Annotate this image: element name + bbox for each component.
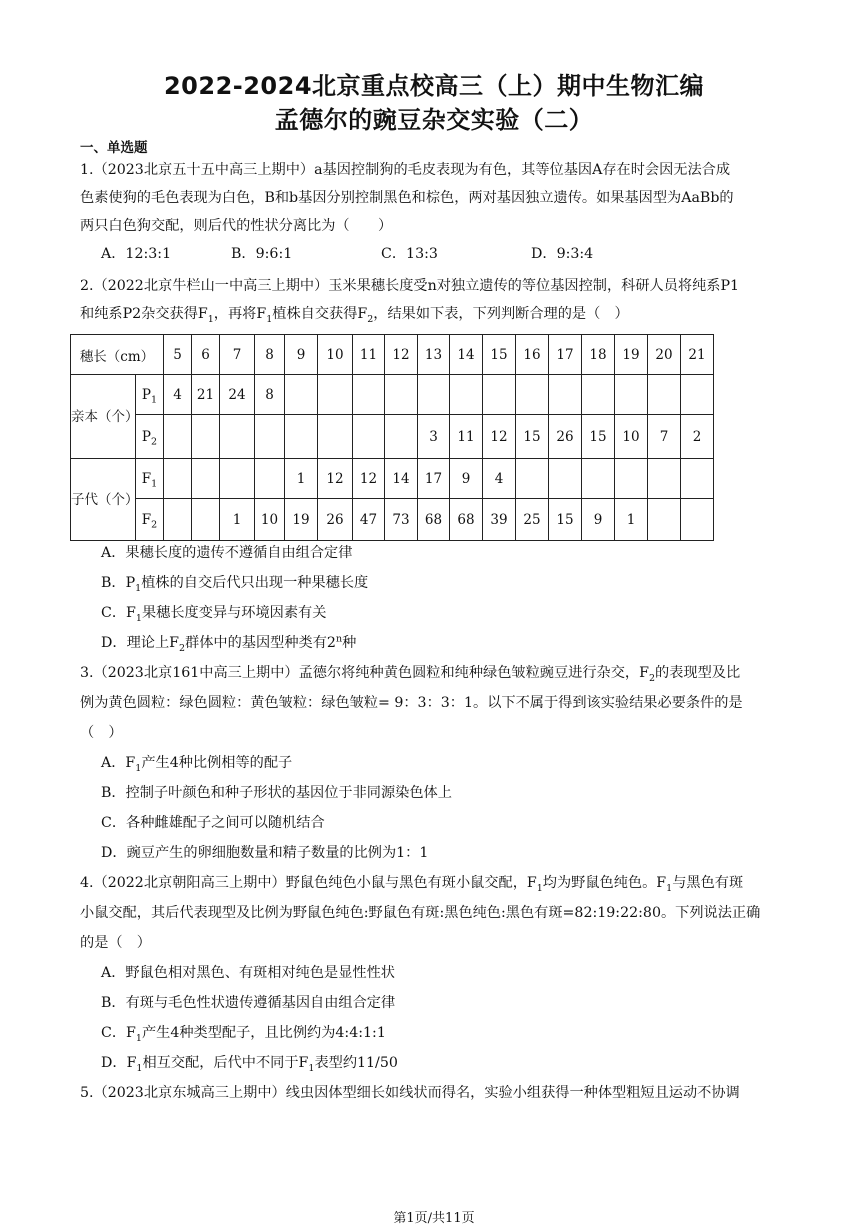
table-cell bbox=[681, 375, 714, 415]
table-cell: 11 bbox=[450, 415, 483, 459]
group-label-parents: 亲本（个） bbox=[71, 375, 136, 459]
table-cell: 25 bbox=[516, 499, 549, 541]
table-cell: 3 bbox=[418, 415, 450, 459]
length-cell: 11 bbox=[353, 335, 385, 375]
row-label: $P_2$ bbox=[136, 415, 164, 459]
table-cell: 21 bbox=[192, 375, 220, 415]
table-cell bbox=[615, 459, 648, 499]
table-cell bbox=[615, 375, 648, 415]
table-cell: 2 bbox=[681, 415, 714, 459]
header-label: 穗长（cm） bbox=[71, 335, 164, 375]
table-cell: 1 bbox=[285, 459, 318, 499]
row-label: $F_2$ bbox=[136, 499, 164, 541]
length-cell: 5 bbox=[164, 335, 192, 375]
table-cell: 10 bbox=[615, 415, 648, 459]
table-cell: 8 bbox=[255, 375, 285, 415]
table-cell bbox=[192, 499, 220, 541]
table-cell bbox=[681, 499, 714, 541]
length-cell: 16 bbox=[516, 335, 549, 375]
row-label: $P_1$ bbox=[136, 375, 164, 415]
length-cell: 7 bbox=[220, 335, 255, 375]
q1-option-b: B．9:6:1 bbox=[231, 246, 293, 262]
table-cell bbox=[516, 459, 549, 499]
table-cell bbox=[582, 459, 615, 499]
table-cell bbox=[192, 415, 220, 459]
q2-option-d: D．理论上$F_2$群体中的基因型种类有2$^n$种 bbox=[101, 633, 357, 654]
q1-option-d: D．9:3:4 bbox=[531, 246, 594, 262]
q3-option-c: C．各种雌雄配子之间可以随机结合 bbox=[101, 815, 325, 831]
page-subtitle: 孟德尔的豌豆杂交实验（二） bbox=[274, 106, 594, 134]
row-label: $F_1$ bbox=[136, 459, 164, 499]
table-cell: 15 bbox=[582, 415, 615, 459]
table-cell bbox=[450, 375, 483, 415]
length-cell: 20 bbox=[648, 335, 681, 375]
table-cell bbox=[385, 375, 418, 415]
table-cell bbox=[318, 375, 353, 415]
table-cell bbox=[385, 415, 418, 459]
q3-option-b: B．控制子叶颜色和种子形状的基因位于非同源染色体上 bbox=[101, 785, 452, 801]
table-cell: 1 bbox=[615, 499, 648, 541]
table-cell bbox=[220, 459, 255, 499]
table-cell: 39 bbox=[483, 499, 516, 541]
table-cell: 24 bbox=[220, 375, 255, 415]
table-cell: 68 bbox=[450, 499, 483, 541]
table-cell: 9 bbox=[582, 499, 615, 541]
q4-option-b: B．有斑与毛色性状遗传遵循基因自由组合定律 bbox=[101, 995, 396, 1011]
q3-option-d: D．豌豆产生的卵细胞数量和精子数量的比例为1：1 bbox=[101, 845, 429, 861]
page-title: 2022-2024北京重点校高三（上）期中生物汇编 bbox=[163, 72, 705, 100]
table-cell bbox=[164, 415, 192, 459]
q2-line-1: 2.（2022北京牛栏山一中高三上期中）玉米果穗长度受n对独立遗传的等位基因控制，科研人员将纯系P1 bbox=[80, 278, 740, 294]
table-cell bbox=[549, 375, 582, 415]
q2-option-a: A．果穗长度的遗传不遵循自由组合定律 bbox=[101, 545, 353, 561]
q4-line-3: 的是（ ） bbox=[80, 935, 151, 951]
table-cell bbox=[255, 415, 285, 459]
results-table bbox=[70, 334, 714, 541]
length-cell: 12 bbox=[385, 335, 418, 375]
table-cell: 19 bbox=[285, 499, 318, 541]
table-cell: 68 bbox=[418, 499, 450, 541]
table-cell: 17 bbox=[418, 459, 450, 499]
table-cell: 9 bbox=[450, 459, 483, 499]
table-row-p2 bbox=[71, 415, 714, 459]
table-cell bbox=[255, 459, 285, 499]
q1-line-3: 两只白色狗交配，则后代的性状分离比为（ ） bbox=[80, 218, 393, 234]
length-cell: 19 bbox=[615, 335, 648, 375]
q3-line-3: （ ） bbox=[80, 725, 123, 741]
length-cell: 6 bbox=[192, 335, 220, 375]
table-cell: 1 bbox=[220, 499, 255, 541]
table-cell bbox=[353, 375, 385, 415]
section-heading: 一、单选题 bbox=[80, 140, 148, 156]
page-footer: 第1页/共11页 bbox=[393, 1211, 475, 1226]
table-cell: 4 bbox=[164, 375, 192, 415]
length-cell: 13 bbox=[418, 335, 450, 375]
length-cell: 21 bbox=[681, 335, 714, 375]
group-label-offspring: 子代（个） bbox=[71, 459, 136, 541]
length-cell: 15 bbox=[483, 335, 516, 375]
table-cell bbox=[516, 375, 549, 415]
table-cell: 14 bbox=[385, 459, 418, 499]
table-cell bbox=[549, 459, 582, 499]
length-cell: 18 bbox=[582, 335, 615, 375]
table-cell bbox=[353, 415, 385, 459]
table-cell bbox=[164, 459, 192, 499]
q1-line-1: 1.（2023北京五十五中高三上期中）a基因控制狗的毛皮表现为有色，其等位基因A存在时会因无法合成 bbox=[80, 162, 731, 178]
table-cell: 73 bbox=[385, 499, 418, 541]
length-cell: 8 bbox=[255, 335, 285, 375]
q5-line-1: 5.（2023北京东城高三上期中）线虫因体型细长如线状而得名，实验小组获得一种体型粗短且运动不协调 bbox=[80, 1085, 740, 1101]
table-row-f1 bbox=[71, 459, 714, 499]
table-cell bbox=[648, 499, 681, 541]
table-cell bbox=[220, 415, 255, 459]
table-cell bbox=[648, 375, 681, 415]
q3-option-a: A．$F_1$产生4种比例相等的配子 bbox=[101, 755, 293, 774]
q4-option-d: D．$F_1$相互交配，后代中不同于$F_1$表型约11/50 bbox=[101, 1055, 398, 1074]
q4-option-a: A．野鼠色相对黑色、有斑相对纯色是显性性状 bbox=[101, 965, 395, 981]
table-row-p1 bbox=[71, 375, 714, 415]
table-cell bbox=[285, 375, 318, 415]
table-cell: 47 bbox=[353, 499, 385, 541]
table-cell bbox=[483, 375, 516, 415]
table-cell bbox=[318, 415, 353, 459]
table-cell: 12 bbox=[353, 459, 385, 499]
table-cell: 26 bbox=[549, 415, 582, 459]
table-cell bbox=[582, 375, 615, 415]
table-cell: 10 bbox=[255, 499, 285, 541]
q2-option-c: C．$F_1$果穗长度变异与环境因素有关 bbox=[101, 605, 327, 624]
table-cell: 12 bbox=[483, 415, 516, 459]
table-cell bbox=[192, 459, 220, 499]
q4-line-1: 4.（2022北京朝阳高三上期中）野鼠色纯色小鼠与黑色有斑小鼠交配，$F_1$均为野鼠色纯色。$F_1$与黑色有斑 bbox=[80, 875, 744, 894]
table-cell: 7 bbox=[648, 415, 681, 459]
length-cell: 17 bbox=[549, 335, 582, 375]
q3-line-2: 例为黄色圆粒：绿色圆粒：黄色皱粒：绿色皱粒= 9：3：3：1。以下不属于得到该实验结果必要条件的是 bbox=[80, 695, 743, 711]
q4-line-2: 小鼠交配，其后代表现型及比例为野鼠色纯色:野鼠色有斑:黑色纯色:黑色有斑=82:19:22:80。下列说法正确 bbox=[80, 905, 761, 921]
q1-line-2: 色素使狗的毛色表现为白色，B和b基因分别控制黑色和棕色，两对基因独立遗传。如果基因型为AaBb的 bbox=[80, 190, 734, 206]
q1-option-c: C．13:3 bbox=[381, 246, 438, 262]
length-cell: 9 bbox=[285, 335, 318, 375]
table-cell bbox=[164, 499, 192, 541]
table-cell: 26 bbox=[318, 499, 353, 541]
q2-line-2: 和纯系P2杂交获得$F_1$，再将$F_1$植株自交获得$F_2$，结果如下表，下列判断合理的是（ ） bbox=[80, 306, 629, 325]
table-header-row bbox=[71, 335, 714, 375]
table-cell: 12 bbox=[318, 459, 353, 499]
table-cell: 15 bbox=[516, 415, 549, 459]
q4-option-c: C．$F_1$产生4种类型配子，且比例约为4:4:1:1 bbox=[101, 1025, 386, 1044]
table-cell: 15 bbox=[549, 499, 582, 541]
table-cell bbox=[648, 459, 681, 499]
length-cell: 10 bbox=[318, 335, 353, 375]
table-cell bbox=[285, 415, 318, 459]
table-cell bbox=[681, 459, 714, 499]
table-cell: 4 bbox=[483, 459, 516, 499]
q1-option-a: A．12:3:1 bbox=[101, 246, 172, 262]
table-row-f2 bbox=[71, 499, 714, 541]
q1-options bbox=[101, 244, 593, 264]
q3-line-1: 3.（2023北京161中高三上期中）孟德尔将纯种黄色圆粒和纯种绿色皱粒豌豆进行杂交，$F_2$的表现型及比 bbox=[80, 665, 741, 684]
table-cell bbox=[418, 375, 450, 415]
length-cell: 14 bbox=[450, 335, 483, 375]
q2-option-b: B．$P_1$植株的自交后代只出现一种果穗长度 bbox=[101, 575, 369, 594]
